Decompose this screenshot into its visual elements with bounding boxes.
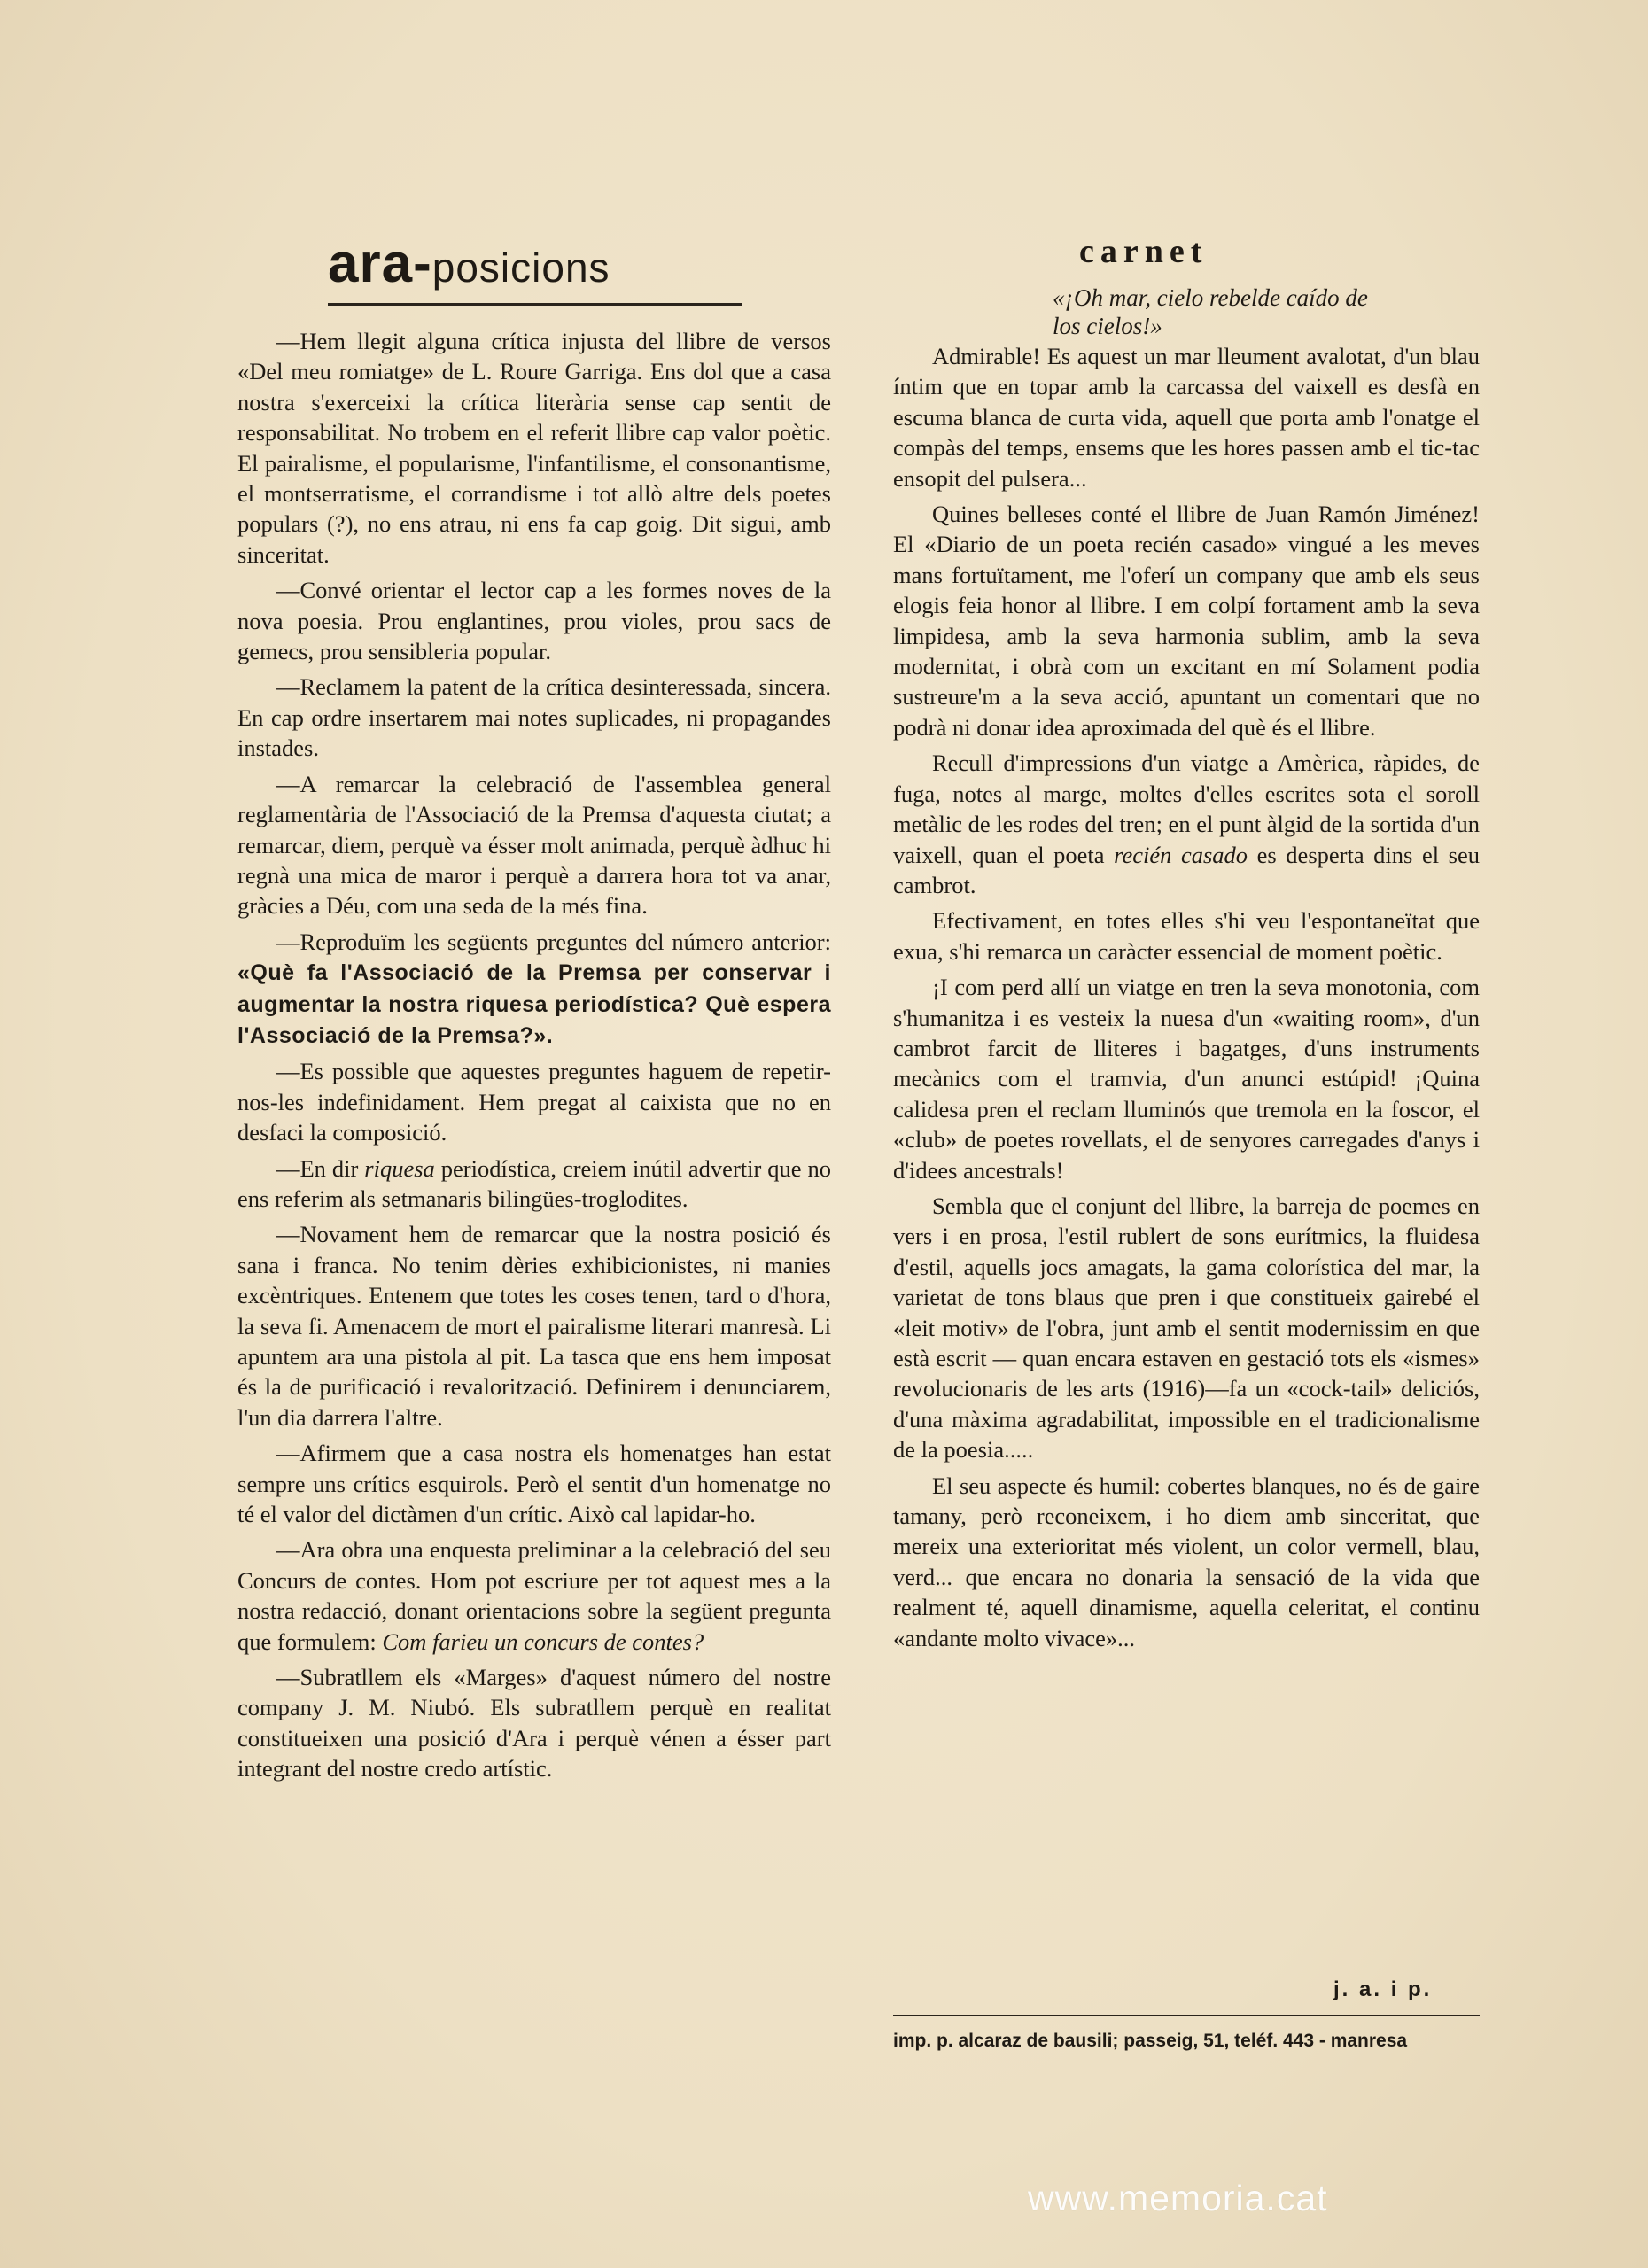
paragraph: Quines belleses conté el llibre de Juan Ramón Jiménez! El «Diario de un poeta recién casado» vingué a les meves mans fortuïtament, me l'oferí un company que amb els seus elogis feia honor al llibre. I em colpí fortament amb la seva limpidesa, amb la seva harmonia sublim, amb la seva modernitat, i obrà com un excitant en mí Solament podia sustreure'm a la seva acció, apuntant un comentari que no podrà ni donar idea aproximada del què és el llibre. bbox=[893, 501, 1480, 741]
paragraph: Efectivament, en totes elles s'hi veu l'espontaneïtat que exua, s'hi remarca un caràcter essencial de moment poètic. bbox=[893, 907, 1480, 965]
paragraph bbox=[237, 1153, 831, 1215]
paragraph bbox=[237, 1534, 831, 1657]
left-column-text bbox=[237, 326, 831, 1790]
paragraph bbox=[237, 927, 831, 1052]
highlighted-questions: «Què fa l'Associació de la Premsa per conservar i augmentar la nostra riquesa periodística? Què espera l'Associació de la Premsa?». bbox=[237, 960, 831, 1048]
paragraph bbox=[893, 748, 1480, 900]
watermark: www.memoria.cat bbox=[1028, 2178, 1328, 2218]
paragraph-text: es desperta dins el seu cambrot. bbox=[893, 841, 1480, 898]
right-column-text bbox=[893, 341, 1480, 1658]
paragraph-text: —Ara obra una enquesta preliminar a la celebració del seu Concurs de contes. Hom pot escriure per tot aquest mes a la nostra redacció, donant orientacions sobre la següent pregunta que formulem: bbox=[237, 1536, 831, 1655]
paragraph-text: periodística, creiem inútil advertir que no ens referim als setmanaris bilingües-troglodites. bbox=[237, 1154, 831, 1212]
section-title-ara-posicions bbox=[328, 232, 610, 295]
title-underline bbox=[328, 303, 742, 306]
epigraph: «¡Oh mar, cielo rebelde caído de los cielos!» bbox=[1053, 284, 1368, 339]
paragraph-text: Recull d'impressions d'un viatge a Amèrica, ràpides, de fuga, notes al marge, moltes d'elles escrites sota el soroll metàlic de les rodes del tren; en el punt àlgid de la sortida d'un vaixell, quan el poeta bbox=[893, 750, 1480, 868]
title-ara: ara- bbox=[328, 233, 432, 294]
paragraph: El seu aspecte és humil: cobertes blanques, no és de gaire tamany, però reconeixem, i ho diem amb sinceritat, que mereix una exterioritat més violent, un color vermell, blau, verd... que encara no donaria la sensació de la vida que realment té, aquell dinamisme, aquella celeritat, el continu «andante molto vivace»... bbox=[893, 1472, 1480, 1651]
author-signature: j. a. i p. bbox=[1333, 1977, 1433, 2001]
paragraph: —Afirmem que a casa nostra els homenatges han estat sempre uns crítics esquirols. Però el sentit d'un homenatge no té el valor del dictàmen d'un crític. Això cal lapidar-ho. bbox=[237, 1440, 831, 1528]
imprint-rule bbox=[893, 2015, 1480, 2016]
paragraph: ¡I com perd allí un viatge en tren la seva monotonia, com s'humanitza i es vesteix la nuesa d'un «waiting room», d'un cambrot farcit de lliteres i bagatges, d'uns instruments mecànics com el tramvia, d'un anunci estúpid! ¡Quina calidesa pren el reclam lluminós que tremola en la foscor, el «club» de poetes rovellats, el de senyores carregades d'anys i d'idees ancestrals! bbox=[893, 974, 1480, 1184]
paragraph-text: —En dir bbox=[276, 1154, 365, 1182]
italic-question: Com farieu un concurs de contes? bbox=[382, 1627, 704, 1655]
paragraph: —A remarcar la celebració de l'assemblea general reglamentària de l'Associació de la Premsa d'aquesta ciutat; a remarcar, diem, perquè va ésser molt animada, perquè àdhuc hi regnà una mica de maror i perquè a darrera hora tot va anar, gràcies a Déu, com una seda de la més fina. bbox=[237, 770, 831, 920]
paragraph: Sembla que el conjunt del llibre, la barreja de poemes en vers i en prosa, l'estil rublert de sons eurítmics, la fluidesa d'estil, aquells jocs amagats, la gama colorística del mar, la varietat de tons blaus que pren i que constitueix gairebé el «leit motiv» de l'obra, junt amb el sentit modernissim en que està escrit — quan encara estaven en gestació tots els «ismes» revolucionaris de les arts (1916)—fa un «cock-tail» deliciós, d'una màxima agradabilitat, impossible en el tradicionalisme de la poesia..... bbox=[893, 1192, 1480, 1464]
paragraph: —Convé orientar el lector cap a les formes noves de la nova poesia. Prou englantines, prou violes, prou sacs de gemecs, prou sensibleria popular. bbox=[237, 577, 831, 665]
paragraph: —Subratllem els «Marges» d'aquest número del nostre company J. M. Niubó. Els subratllem perquè en realitat constitueixen una posició d'Ara i perquè vénen a ésser part integrant del nostre credo artístic. bbox=[237, 1664, 831, 1783]
paragraph: Admirable! Es aquest un mar lleument avalotat, d'un blau íntim que en topar amb la carcassa del vaixell es desfà en escuma blanca de curta vida, aquell que porta amb l'onatge el compàs del temps, ensems que les hores passen amb el tic-tac ensopit del pulsera... bbox=[893, 343, 1480, 492]
paragraph: —Novament hem de remarcar que la nostra posició és sana i franca. No tenim dèries exhibicionistes, ni manies excèntriques. Entenem que totes les coses tenen, tard o d'hora, la seva fi. Amenacem de mort el pairalisme literari manresà. Li apuntem ara una pistola al pit. La tasca que ens hem imposat és la de purificació i revalorització. Definirem i denunciarem, l'un dia darrera l'altre. bbox=[237, 1221, 831, 1431]
title-posicions: posicions bbox=[431, 245, 610, 291]
italic-term: riquesa bbox=[364, 1154, 435, 1182]
paragraph: —Reclamem la patent de la crítica desinteressada, sincera. En cap ordre insertarem mai notes suplicades, ni propagandes instades. bbox=[237, 673, 831, 762]
section-title-carnet: carnet bbox=[1079, 233, 1209, 270]
paragraph-text: —Reproduïm les següents preguntes del número anterior: bbox=[276, 928, 831, 955]
paragraph: —Es possible que aquestes preguntes haguem de repetir-nos-les indefinidament. Hem pregat al caixista que no en desfaci la composició. bbox=[237, 1058, 831, 1146]
italic-term: recién casado bbox=[1114, 841, 1248, 868]
printer-imprint: imp. p. alcaraz de bausili; passeig, 51, teléf. 443 - manresa bbox=[893, 2031, 1408, 2051]
paragraph: —Hem llegit alguna crítica injusta del llibre de versos «Del meu romiatge» de L. Roure Garriga. Ens dol que a casa nostra s'exerceixi la crítica literària sense cap sentit de responsabilitat. No trobem en el referit llibre cap valor poètic. El pairalisme, el popularisme, l'infantilisme, el consonantisme, el montserratisme, el corrandisme i tot allò altre dels poetes populars (?), no ens atrau, ni ens fa cap goig. Dit sigui, amb sinceritat. bbox=[237, 328, 831, 568]
